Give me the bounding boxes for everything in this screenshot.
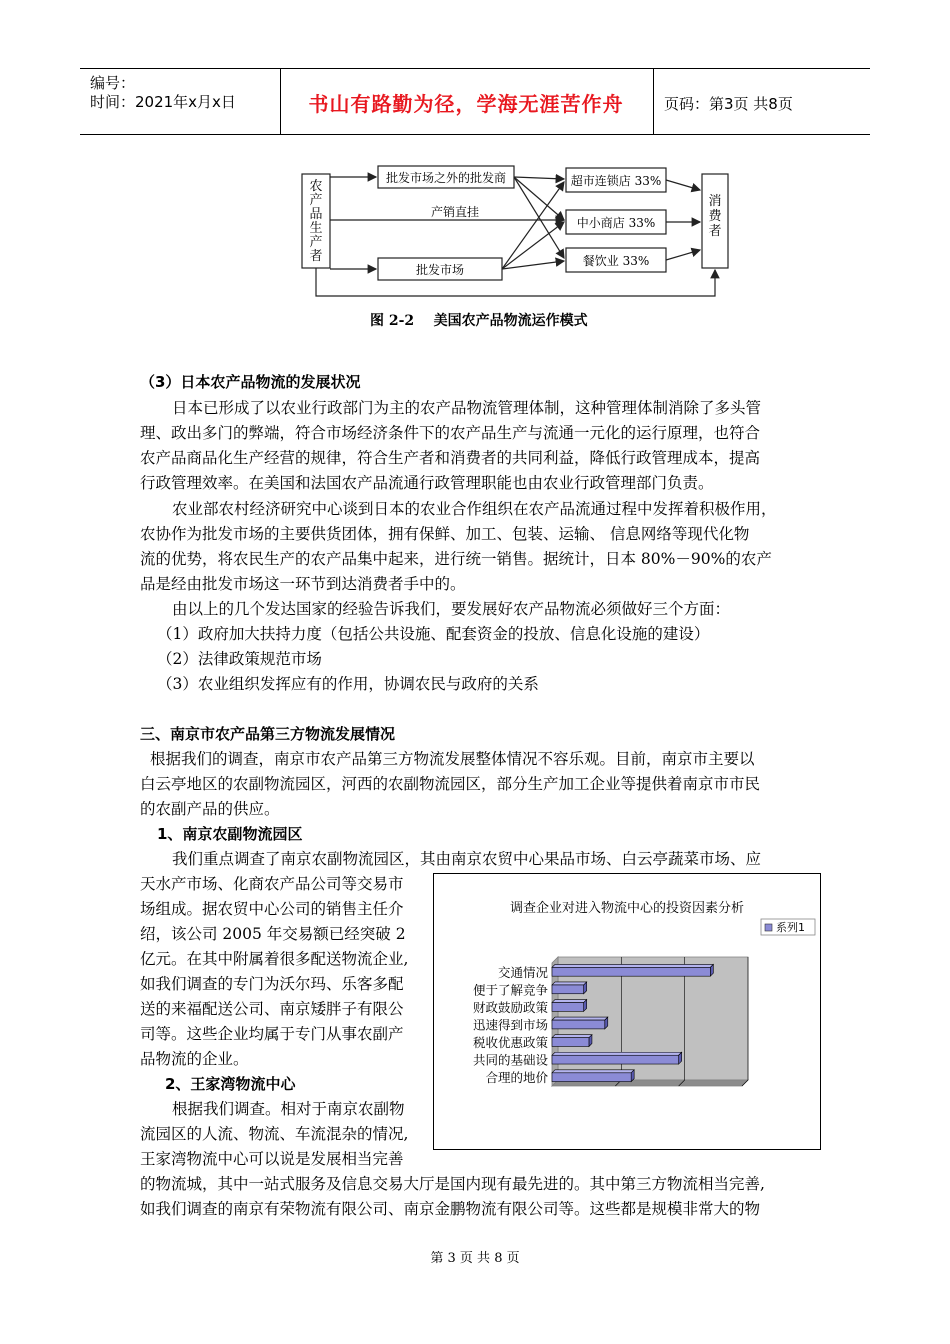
investment-factor-chart — [433, 873, 821, 1150]
sub1-line-7: 司等。这些企业均属于专门从事农副产 — [140, 1025, 404, 1043]
wholesaler-outside-label: 批发市场之外的批发商 — [385, 171, 506, 185]
final-line-1: 的物流城，其中一站式服务及信息交易大厅是国内现有最先进的。其中第三方物流相当完善, — [140, 1175, 765, 1193]
sub1-first-line: 我们重点调查了南京农副物流园区，其由南京农贸中心果品市场、白云亭蔬菜市场、应 — [172, 850, 762, 868]
wholesale-market-label: 批发市场 — [415, 263, 464, 277]
producer-label: 农产品生产者 — [309, 179, 323, 264]
japan-heading: （3）日本农产品物流的发展状况 — [140, 373, 361, 391]
sub1-line-3: 绍，该公司 2005 年交易额已经突破 2 — [140, 925, 406, 943]
japan-para1-line2: 理、政出多门的弊端，符合市场经济条件下的农产品生产与流通一元化的运行原理，也符合 — [140, 424, 761, 442]
chart-bar-top-4 — [552, 1017, 608, 1020]
consumer-label: 消费者 — [708, 194, 722, 239]
direct-label: 产销直挂 — [430, 205, 479, 219]
header-bottom-rule — [80, 134, 870, 135]
sub2-heading: 2、王家湾物流中心 — [165, 1075, 296, 1093]
page-indicator: 页码：第3页 共8页 — [664, 95, 793, 113]
chart-bar-top-1 — [552, 964, 713, 967]
sub1-line-8: 品物流的企业。 — [140, 1050, 249, 1068]
document-date: 时间：2021年x月x日 — [90, 93, 236, 111]
nanjing-intro-line1: 根据我们的调查，南京市农产品第三方物流发展整体情况不容乐观。目前，南京市主要以 — [150, 750, 755, 768]
japan-para1-line4: 行政管理效率。在美国和法国农产品流通行政管理职能也由农业行政管理部门负责。 — [140, 474, 714, 492]
chart-bar-top-2 — [552, 982, 587, 985]
japan-para3: 由以上的几个发达国家的经验告诉我们，要发展好农产品物流必须做好三个方面： — [172, 600, 731, 618]
header-divider-left — [280, 68, 281, 135]
chart-svg — [434, 874, 820, 1149]
chart-bar-1 — [552, 967, 710, 976]
figure-caption: 图 2-2 美国农产品物流运作模式 — [370, 313, 588, 329]
chart-legend-swatch — [765, 924, 772, 931]
chart-bar-2 — [552, 985, 584, 994]
nanjing-heading: 三、南京市农产品第三方物流发展情况 — [140, 725, 396, 743]
japan-item-2: （2）法律政策规范市场 — [157, 650, 322, 668]
chart-bar-top-5 — [552, 1035, 592, 1038]
chart-bar-7 — [552, 1073, 631, 1082]
japan-para2-line3: 流的优势，将农民生产的农产品集中起来，进行统一销售。据统计，日本 80%－90%的农产 — [140, 550, 772, 568]
chart-category-label-7: 合理的地价 — [485, 1070, 548, 1086]
header-top-rule — [80, 68, 870, 69]
chart-bar-5 — [552, 1038, 589, 1047]
document-number-label: 编号： — [90, 74, 136, 92]
chart-bar-4 — [552, 1020, 605, 1029]
supermarket-label: 超市连锁店 33% — [570, 174, 662, 188]
catering-label: 餐饮业 33% — [582, 254, 650, 268]
sub1-line-5: 如我们调查的专门为沃尔玛、乐客多配 — [140, 975, 404, 993]
chart-bar-top-7 — [552, 1070, 634, 1073]
chart-bar-3 — [552, 1003, 584, 1012]
chart-category-label-2: 便于了解竞争 — [472, 982, 548, 998]
sub2-line-3: 王家湾物流中心可以说是发展相当完善 — [140, 1150, 404, 1168]
chart-bar-top-3 — [552, 1000, 587, 1003]
sub1-line-1: 天水产市场、化商农产品公司等交易市 — [140, 875, 404, 893]
chart-category-label-5: 税收优惠政策 — [472, 1035, 548, 1051]
header-motto: 书山有路勤为径，学海无涯苦作舟 — [308, 92, 624, 116]
small-shop-label: 中小商店 33% — [576, 216, 656, 230]
chart-category-label-1: 交通情况 — [497, 964, 548, 980]
chart-category-label-4: 迅速得到市场 — [472, 1017, 548, 1033]
japan-para2-line4: 品是经由批发市场这一环节到达消费者手中的。 — [140, 575, 466, 593]
sub1-heading: 1、南京农副物流园区 — [157, 825, 303, 843]
japan-para2-line1: 农业部农村经济研究中心谈到日本的农业合作组织在农产品流通过程中发挥着积极作用， — [172, 500, 777, 518]
sub2-line-2: 流园区的人流、物流、车流混杂的情况, — [140, 1125, 409, 1143]
sub2-line-1: 根据我们调查。相对于南京农副物 — [172, 1100, 405, 1118]
chart-legend-label: 系列1 — [776, 921, 805, 934]
header-divider-right — [653, 68, 654, 135]
japan-para1-line3: 农产品商品化生产经营的规律，符合生产者和消费者的共同利益，降低行政管理成本，提高 — [140, 449, 761, 467]
japan-item-1: （1）政府加大扶持力度（包括公共设施、配套资金的投放、信息化设施的建设） — [157, 625, 710, 643]
final-line-2: 如我们调查的南京有荣物流有限公司、南京金鹏物流有限公司等。这些都是规模非常大的物 — [140, 1200, 761, 1218]
chart-bar-6 — [552, 1055, 679, 1064]
chart-bar-top-6 — [552, 1052, 682, 1055]
chart-category-label-6: 共同的基础设 — [472, 1052, 548, 1068]
page-footer: 第 3 页 共 8 页 — [430, 1251, 520, 1266]
sub1-line-6: 送的来福配送公司、南京矮胖子有限公 — [140, 1000, 404, 1018]
nanjing-intro-line3: 的农副产品的供应。 — [140, 800, 280, 818]
chart-category-label-3: 财政鼓励政策 — [472, 999, 548, 1015]
flow-diagram — [290, 150, 740, 340]
japan-item-3: （3）农业组织发挥应有的作用，协调农民与政府的关系 — [157, 675, 539, 693]
sub1-line-4: 亿元。在其中附属着很多配送物流企业, — [140, 950, 409, 968]
chart-title: 调查企业对进入物流中心的投资因素分析 — [509, 901, 745, 916]
japan-para1-line1: 日本已形成了以农业行政部门为主的农产品物流管理体制，这种管理体制消除了多头管 — [172, 399, 762, 417]
sub1-line-2: 场组成。据农贸中心公司的销售主任介 — [140, 900, 404, 918]
japan-para2-line2: 农协作为批发市场的主要供货团体，拥有保鲜、加工、包装、运输、 信息网络等现代化物 — [140, 525, 750, 543]
nanjing-intro-line2: 白云亭地区的农副物流园区，河西的农副物流园区，部分生产加工企业等提供着南京市市民 — [140, 775, 761, 793]
